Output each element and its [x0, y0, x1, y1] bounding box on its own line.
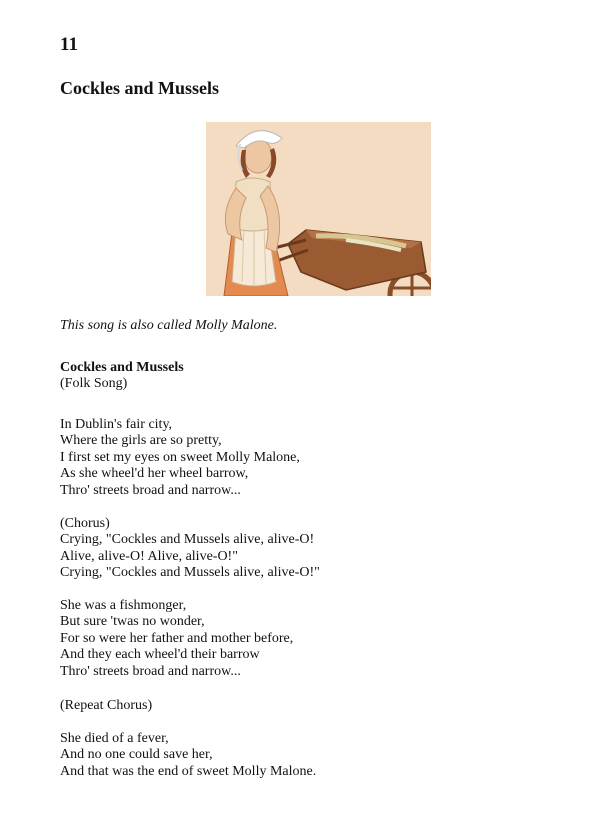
- chorus-line: Crying, "Cockles and Mussels alive, alive-O!": [60, 565, 320, 581]
- verse-line: Thro' streets broad and narrow...: [60, 663, 241, 679]
- verse-line: Where the girls are so pretty,: [60, 433, 222, 449]
- song-title-block: [60, 360, 184, 393]
- chorus-line: Crying, "Cockles and Mussels alive, alive-O!: [60, 532, 315, 548]
- verse-line: In Dublin's fair city,: [60, 417, 173, 432]
- verse-line: Thro' streets broad and narrow...: [60, 482, 241, 498]
- song-subtitle: (Folk Song): [60, 376, 128, 392]
- chorus-label: (Chorus): [60, 516, 110, 531]
- song-title: Cockles and Mussels: [60, 360, 184, 375]
- verse-line: As she wheel'd her wheel barrow,: [60, 466, 249, 482]
- repeat-chorus-note: (Repeat Chorus): [60, 698, 153, 713]
- verse-line: And no one could save her,: [60, 747, 213, 763]
- verse-line: But sure 'twas no wonder,: [60, 614, 205, 630]
- song-heading: Cockles and Mussels: [60, 78, 220, 98]
- woman-with-wheelbarrow-illustration: [206, 122, 431, 296]
- song-note: This song is also called Molly Malone.: [60, 318, 278, 333]
- verse-line: She was a fishmonger,: [60, 598, 187, 613]
- verse-1: [60, 417, 300, 499]
- verse-2: [60, 598, 293, 680]
- verse-line: And that was the end of sweet Molly Malone.: [60, 763, 317, 779]
- page-number: 11: [60, 34, 78, 55]
- chorus: [60, 516, 320, 582]
- verse-line: I first set my eyes on sweet Molly Malone,: [60, 449, 300, 465]
- verse-line: She died of a fever,: [60, 731, 169, 746]
- verse-3: [60, 731, 316, 780]
- verse-line: For so were her father and mother before,: [60, 630, 294, 646]
- chorus-line: Alive, alive-O! Alive, alive-O!": [60, 548, 238, 564]
- verse-line: And they each wheel'd their barrow: [60, 647, 260, 663]
